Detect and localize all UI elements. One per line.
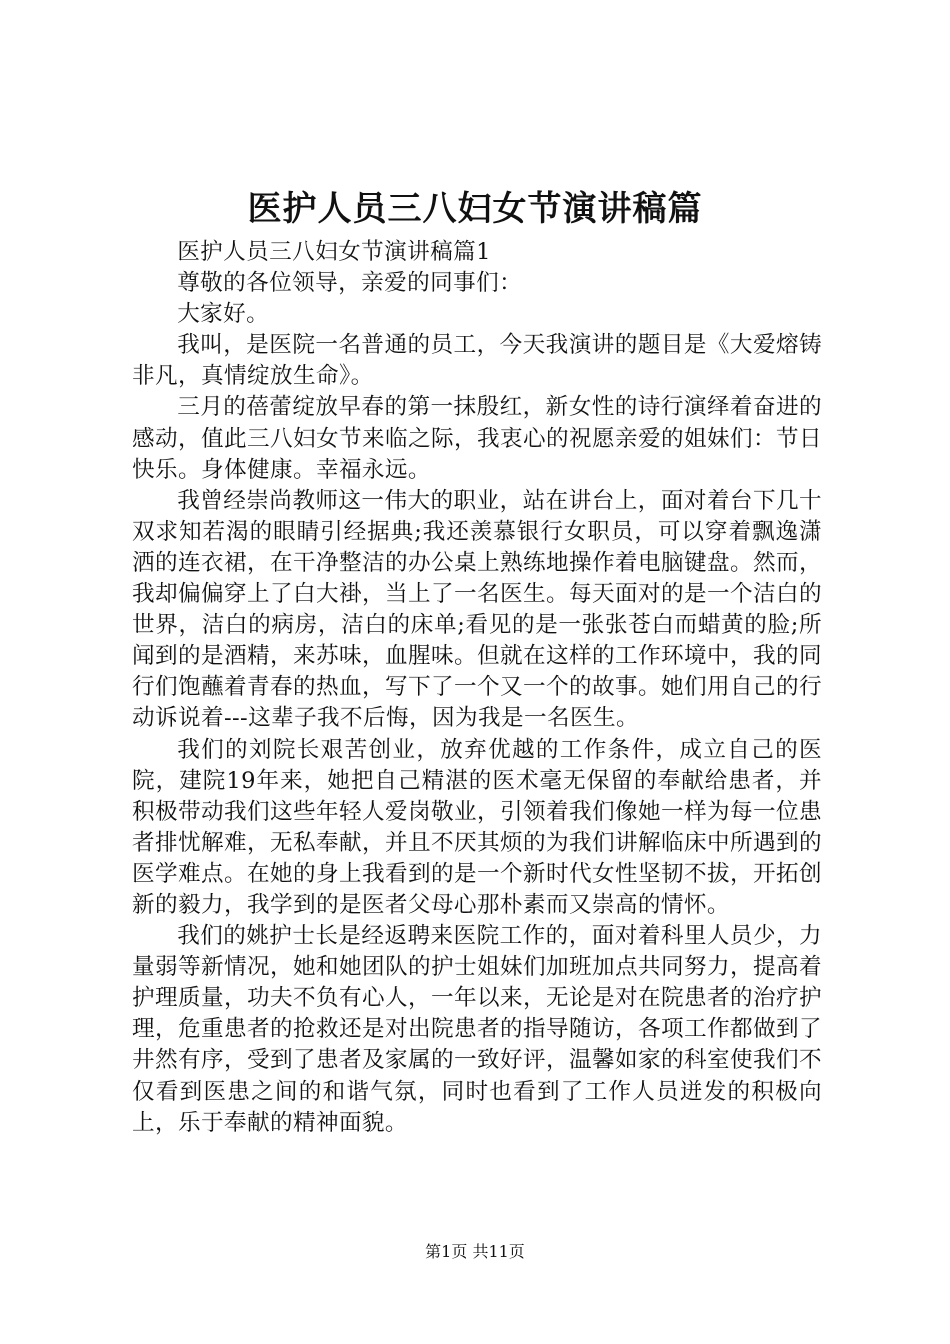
- paragraph-introduction: 我叫，是医院一名普通的员工，今天我演讲的题目是《大爱熔铸非凡，真情绽放生命》。: [132, 332, 822, 390]
- page-footer: 第1页 共11页: [425, 1242, 525, 1261]
- paragraph-career-story: 我曾经崇尚教师这一伟大的职业，站在讲台上，面对着台下几十双求知若渴的眼睛引经据典;我还羡慕银行女职员，可以穿着飘逸潇洒的连衣裙，在干净整洁的办公桌上熟练地操作着电脑键盘。然而，我却偏偏穿上了白大褂，当上了一名医生。每天面对的是一个洁白的世界，洁白的病房，洁白的床单;看见的是一张张苍白而蜡黄的脸;所闻到的是酒精，来苏味，血腥味。但就在这样的工作环境中，我的同行们饱蘸着青春的热血，写下了一个又一个的故事。她们用自己的行动诉说着---这辈子我不后悔，因为我是一名医生。: [132, 487, 822, 732]
- document-title: 医护人员三八妇女节演讲稿篇: [247, 189, 703, 229]
- paragraph-greeting: 大家好。: [177, 301, 270, 328]
- paragraph-heading: 医护人员三八妇女节演讲稿篇1: [177, 239, 491, 265]
- paragraph-salutation: 尊敬的各位领导，亲爱的同事们：: [177, 270, 523, 297]
- paragraph-march-wishes: 三月的蓓蕾绽放早春的第一抹殷红，新女性的诗行演绎着奋进的感动，值此三八妇女节来临之际，我衷心的祝愿亲爱的姐妹们：节日快乐。身体健康。幸福永远。: [132, 394, 822, 483]
- document-body: [132, 237, 822, 1139]
- paragraph-dean-liu: 我们的刘院长艰苦创业，放弃优越的工作条件，成立自己的医院，建院19年来，她把自己精湛的医术毫无保留的奉献给患者，并积极带动我们这些年轻人爱岗敬业，引领着我们像她一样为每一位患者排忧解难，无私奉献，并且不厌其烦的为我们讲解临床中所遇到的医学难点。在她的身上我看到的是一个新时代女性坚韧不拔，开拓创新的毅力，我学到的是医者父母心那朴素而又崇高的情怀。: [132, 736, 822, 918]
- paragraph-head-nurse-yao: 我们的姚护士长是经返聘来医院工作的，面对着科里人员少，力量弱等新情况，她和她团队的护士姐妹们加班加点共同努力，提高着护理质量，功夫不负有心人，一年以来，无论是对在院患者的治疗护理，危重患者的抢救还是对出院患者的指导随访，各项工作都做到了井然有序，受到了患者及家属的一致好评，温馨如家的科室使我们不仅看到医患之间的和谐气氛，同时也看到了工作人员迸发的积极向上，乐于奉献的精神面貌。: [132, 923, 822, 1136]
